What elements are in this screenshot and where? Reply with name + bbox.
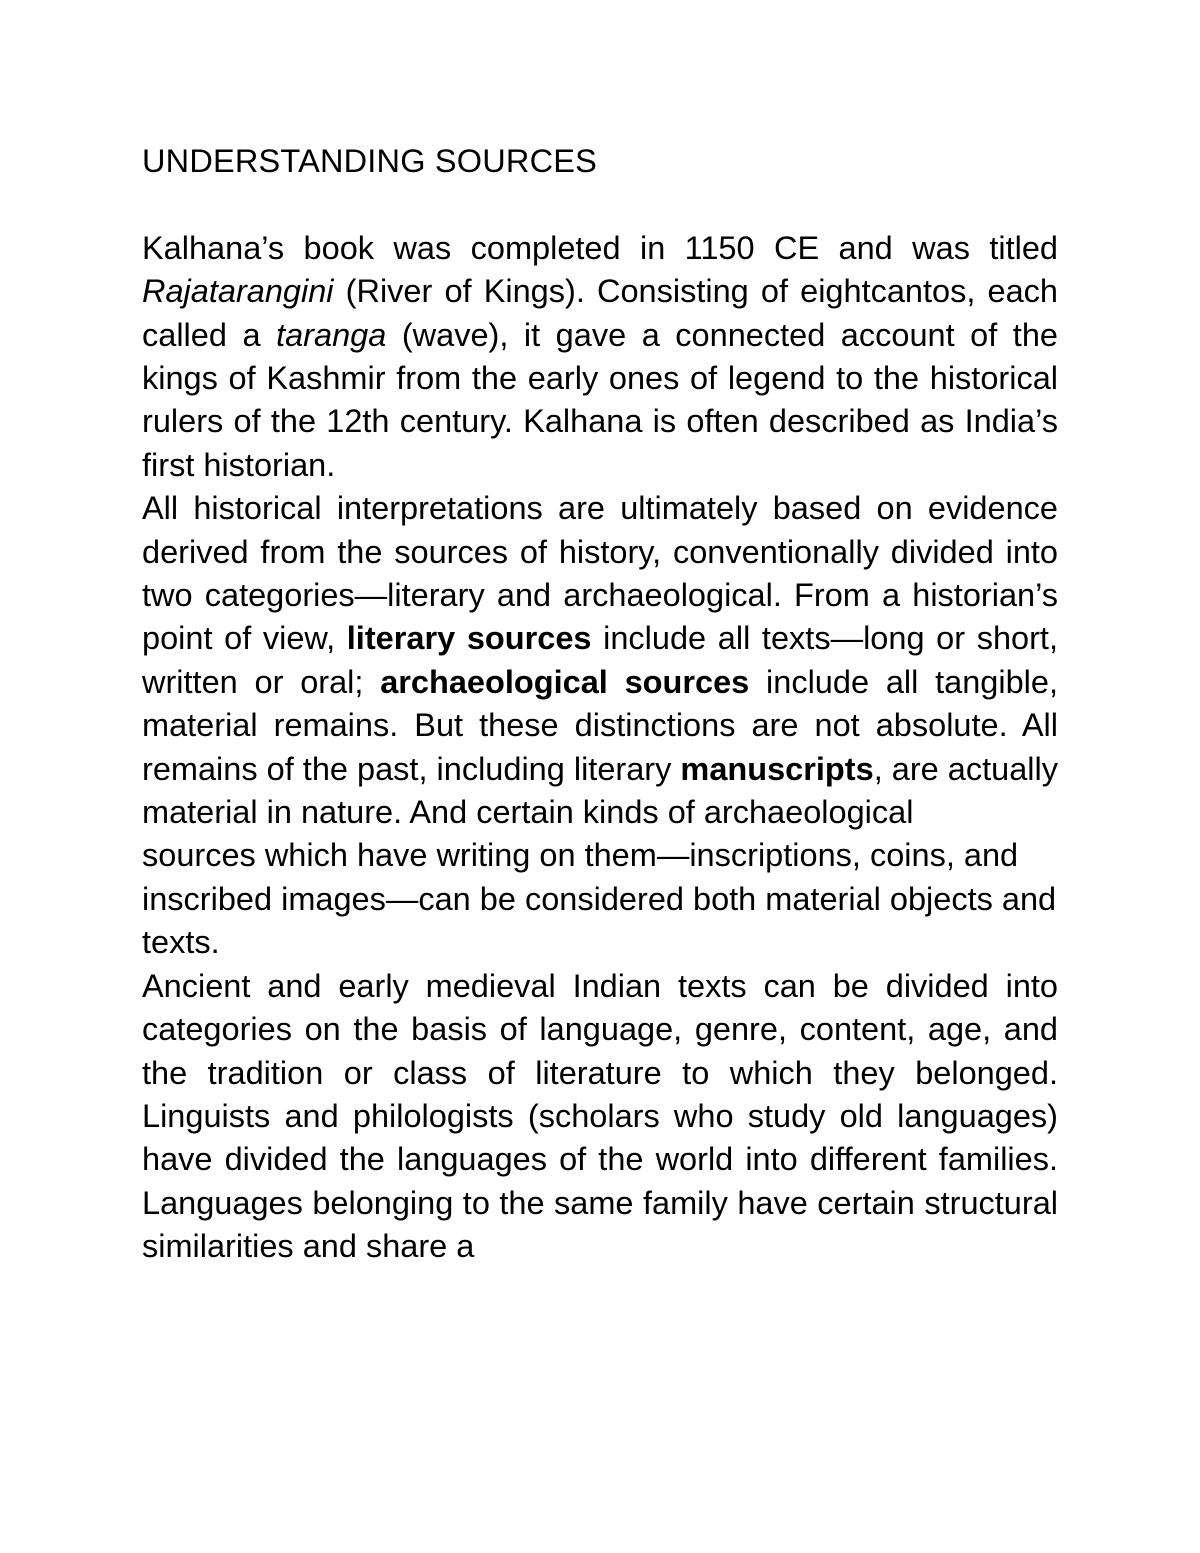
- paragraph-inscriptions: sources which have writing on them—inscriptions, coins, and inscribed images—can be considered both material objects and texts.: [142, 837, 1057, 961]
- bold-term-literary-sources: literary sources: [346, 620, 592, 657]
- paragraph-texts-categories: Ancient and early medieval Indian texts can be divided into categories on the basis of language, genre, content, age, and the tradition or class of literature to which they belonged. Linguists and philologists (scholars who study old languages) have divided the languages of the world into different families. Languages belonging to the same family have certain structural similarities and share a: [142, 967, 1058, 1265]
- text-run: All historical interpretations are ultimately based on evidence derived from the sources of history, conventionally divided into two categories—literary and archaeological. From a historian’s point of view,: [142, 490, 1058, 657]
- paragraph-sources: [142, 487, 1058, 834]
- bold-term-manuscripts: manuscripts: [680, 750, 874, 787]
- text-run: (River of Kings). Consisting of eightcantos, each called a: [142, 273, 1058, 353]
- blank-line: [142, 183, 1058, 226]
- italic-term-taranga: taranga: [276, 316, 387, 353]
- text-run: Kalhana’s book was completed in 1150 CE and was titled: [142, 229, 1058, 266]
- text-run: include all tangible, material remains. But these distinctions are not absolute. All remains of the past, including literary: [142, 663, 1058, 787]
- text-run: , are actually material in nature. And certain kinds of archaeological: [142, 750, 1058, 831]
- text-run: (wave), it gave a connected account of the kings of Kashmir from the early ones of legend to the historical rulers of the 12th century. Kalhana is often described as India’s first historian.: [142, 316, 1058, 483]
- document-page: [142, 140, 1058, 1269]
- bold-term-archaeological-sources: archaeological sources: [380, 663, 750, 700]
- document-title: UNDERSTANDING SOURCES: [142, 143, 598, 179]
- text-run: include all texts—long or short, written or oral;: [142, 620, 1058, 700]
- italic-term-rajatarangini: Rajatarangini: [142, 273, 334, 310]
- paragraph-kalhana: [142, 227, 1058, 487]
